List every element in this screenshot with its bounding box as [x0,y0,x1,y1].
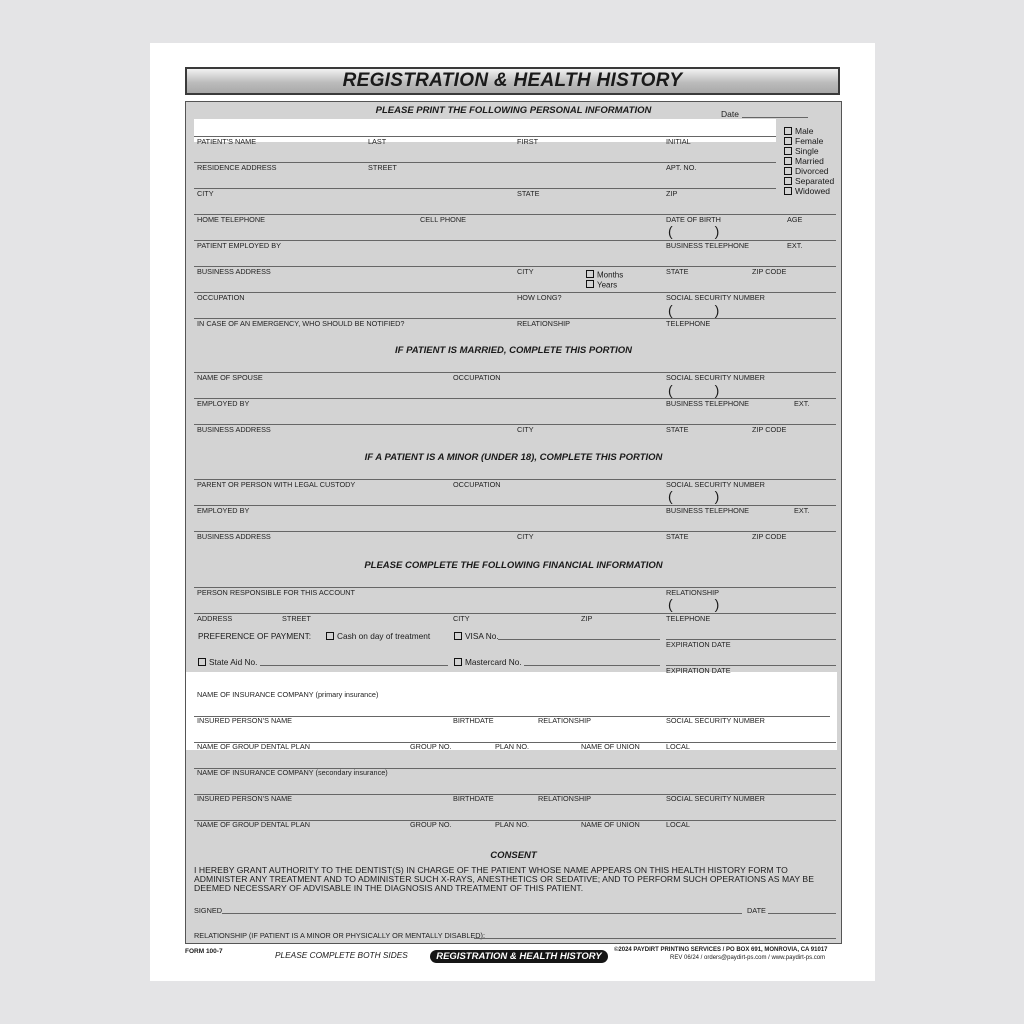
label-age: AGE [787,215,803,224]
phone-area-code-parens: ( ) [668,223,720,239]
label-secondary-group-plan: NAME OF GROUP DENTAL PLAN [197,820,310,829]
checkbox-cash[interactable]: Cash on day of treatment [326,631,430,641]
label-cell-phone: CELL PHONE [420,215,466,224]
checkbox-married[interactable]: Married [784,156,824,166]
label-patient-employed-by: PATIENT EMPLOYED BY [197,241,281,250]
state-aid-number-field[interactable] [260,665,448,666]
label-secondary-birthdate: BIRTHDATE [453,794,494,803]
checkbox-icon[interactable] [784,187,792,195]
label-preference-of-payment: PREFERENCE OF PAYMENT: [198,631,312,641]
label-city: CITY [197,189,214,198]
section-personal-heading: PLEASE PRINT THE FOLLOWING PERSONAL INFORMATION [375,105,652,116]
label-primary-insurance-company: NAME OF INSURANCE COMPANY (primary insurance) [197,690,379,699]
checkbox-female[interactable]: Female [784,136,823,146]
home-telephone-field[interactable] [194,214,836,215]
label-financial-telephone: TELEPHONE [666,614,711,623]
label-primary-relationship: RELATIONSHIP [538,716,591,725]
checkbox-icon[interactable] [784,127,792,135]
financial-phone-parens: ( ) [668,596,720,612]
guardian-business-address-field[interactable] [194,531,836,532]
label-city-2: CITY [517,267,534,276]
label-financial-address: ADDRESS [197,614,233,623]
label-last: LAST [368,137,387,146]
checkbox-separated[interactable]: Separated [784,176,834,186]
checkbox-years[interactable]: Years [586,280,617,291]
checkbox-icon[interactable] [784,137,792,145]
label-primary-plan-no: PLAN NO. [495,742,530,751]
label-financial-street: STREET [282,614,311,623]
label-guardian-business-address: BUSINESS ADDRESS [197,532,271,541]
label-relationship: RELATIONSHIP [517,319,570,328]
label-guardian-state: STATE [666,532,689,541]
label-primary-birthdate: BIRTHDATE [453,716,494,725]
label-name-of-spouse: NAME OF SPOUSE [197,373,263,382]
checkbox-icon[interactable] [198,658,206,666]
visa-number-field[interactable] [498,639,660,640]
label-secondary-group-no: GROUP NO. [410,820,452,829]
consent-relationship-field[interactable] [474,938,836,939]
label-residence-address: RESIDENCE ADDRESS [197,163,277,172]
label-primary-insured-name: INSURED PERSON'S NAME [197,716,293,725]
label-home-telephone: HOME TELEPHONE [197,215,265,224]
section-financial-heading: PLEASE COMPLETE THE FOLLOWING FINANCIAL INFORMATION [364,560,663,571]
label-secondary-plan-no: PLAN NO. [495,820,530,829]
checkbox-icon[interactable] [784,157,792,165]
footer-badge: REGISTRATION & HEALTH HISTORY [430,950,608,963]
label-primary-ssn: SOCIAL SECURITY NUMBER [666,716,765,725]
label-spouse-zip-code: ZIP CODE [752,425,787,434]
label-occupation: OCCUPATION [197,293,245,302]
label-initial: INITIAL [666,137,691,146]
form-title: REGISTRATION & HEALTH HISTORY [342,70,683,91]
consent-text: I HEREBY GRANT AUTHORITY TO THE DENTIST(S) IN CHARGE OF THE PATIENT WHOSE NAME APPEARS ON THIS HEALTH HISTORY FORM TO ADMINISTER ANY TREATMENT AND TO ADMINISTER SUCH X-RAYS, ANESTHETICS OR SEDATIVE; AND TO PERFORM SUCH OPERATIONS AS MAY BE DEEMED NECESSARY OF ADVISABLE IN THE DIAGNOSIS AND TREATMENT OF THIS PATIENT. [194,865,814,893]
checkbox-icon[interactable] [784,177,792,185]
checkbox-divorced[interactable]: Divorced [784,166,829,176]
consent-date-field[interactable] [768,913,836,914]
ssn-parens: ( ) [668,302,720,318]
label-spouse-city: CITY [517,425,534,434]
label-consent-relationship: RELATIONSHIP (IF PATIENT IS A MINOR OR PHYSICALLY OR MENTALLY DISABLED): [194,931,486,940]
checkbox-icon[interactable] [454,658,462,666]
label-secondary-ssn: SOCIAL SECURITY NUMBER [666,794,765,803]
label-apt-no: APT. NO. [666,163,697,172]
date-line[interactable] [742,117,808,118]
city-field[interactable] [194,188,776,189]
label-consent-date: DATE [747,906,766,915]
registration-form [185,101,842,944]
label-spouse-ssn: SOCIAL SECURITY NUMBER [666,373,765,382]
label-secondary-union: NAME OF UNION [581,820,640,829]
checkbox-visa[interactable]: VISA No. [454,631,499,641]
signature-field[interactable] [222,913,742,914]
label-primary-union: NAME OF UNION [581,742,640,751]
footer-copyright: ©2024 PAYDIRT PRINTING SERVICES / PO BOX 691, MONROVIA, CA 91017 [614,947,828,953]
label-spouse-ext: EXT. [794,399,810,408]
label-primary-group-plan: NAME OF GROUP DENTAL PLAN [197,742,310,751]
checkbox-icon[interactable] [586,270,594,278]
label-date-of-birth: DATE OF BIRTH [666,215,721,224]
section-married-heading: IF PATIENT IS MARRIED, COMPLETE THIS PORTION [395,345,632,356]
mastercard-number-field[interactable] [524,665,660,666]
label-street: STREET [368,163,397,172]
checkbox-icon[interactable] [784,147,792,155]
complete-both-sides-note: PLEASE COMPLETE BOTH SIDES [275,950,408,960]
label-guardian-business-telephone: BUSINESS TELEPHONE [666,506,749,515]
label-spouse-business-address: BUSINESS ADDRESS [197,425,271,434]
section-minor-heading: IF A PATIENT IS A MINOR (UNDER 18), COMPLETE THIS PORTION [364,452,663,463]
label-state: STATE [517,189,540,198]
label-patients-name: PATIENT'S NAME [197,137,257,146]
label-emergency: IN CASE OF AN EMERGENCY, WHO SHOULD BE NOTIFIED? [197,319,405,328]
label-state-2: STATE [666,267,689,276]
label-how-long: HOW LONG? [517,293,562,302]
label-financial-zip: ZIP [581,614,593,623]
label-business-telephone: BUSINESS TELEPHONE [666,241,749,250]
label-guardian-ssn: SOCIAL SECURITY NUMBER [666,480,765,489]
label-visa-expiration: EXPIRATION DATE [666,640,731,649]
label-primary-local: LOCAL [666,742,690,751]
label-first: FIRST [517,137,539,146]
label-zip-code: ZIP CODE [752,267,787,276]
label-guardian-ext: EXT. [794,506,810,515]
label-guardian-occupation: OCCUPATION [453,480,501,489]
checkbox-mastercard[interactable]: Mastercard No. [454,657,522,667]
label-zip: ZIP [666,189,678,198]
label-spouse-business-telephone: BUSINESS TELEPHONE [666,399,749,408]
label-financial-city: CITY [453,614,470,623]
label-spouse-state: STATE [666,425,689,434]
label-secondary-insurance-company: NAME OF INSURANCE COMPANY (secondary insurance) [197,768,388,777]
form-title-bar [185,67,840,95]
label-guardian-employed-by: EMPLOYED BY [197,506,250,515]
footer-contact: REV 06/24 / orders@paydirt-ps.com / www.paydirt-ps.com [670,955,826,961]
label-signed: SIGNED [194,906,222,915]
label-ext: EXT. [787,241,803,250]
checkbox-icon[interactable] [326,632,334,640]
checkbox-months[interactable]: Months [586,270,623,281]
label-mastercard-expiration: EXPIRATION DATE [666,666,731,675]
label-ssn: SOCIAL SECURITY NUMBER [666,293,765,302]
date-label: Date [721,109,739,119]
checkbox-state-aid[interactable]: State Aid No. [198,657,257,667]
label-spouse-occupation: OCCUPATION [453,373,501,382]
checkbox-icon[interactable] [784,167,792,175]
checkbox-icon[interactable] [454,632,462,640]
label-guardian-city: CITY [517,532,534,541]
checkbox-icon[interactable] [586,280,594,288]
label-telephone: TELEPHONE [666,319,711,328]
label-person-responsible: PERSON RESPONSIBLE FOR THIS ACCOUNT [197,588,355,597]
business-address-field[interactable] [194,266,836,267]
label-secondary-insured-name: INSURED PERSON'S NAME [197,794,293,803]
guardian-ssn-parens: ( ) [668,488,720,504]
spouse-ssn-parens: ( ) [668,382,720,398]
section-consent-heading: CONSENT [490,850,537,861]
label-financial-relationship: RELATIONSHIP [666,588,719,597]
spouse-business-address-field[interactable] [194,424,836,425]
checkbox-single[interactable]: Single [784,146,819,156]
label-spouse-employed-by: EMPLOYED BY [197,399,250,408]
checkbox-widowed[interactable]: Widowed [784,186,830,196]
label-business-address: BUSINESS ADDRESS [197,267,271,276]
label-secondary-local: LOCAL [666,820,690,829]
label-parent-guardian: PARENT OR PERSON WITH LEGAL CUSTODY [197,480,356,489]
label-primary-group-no: GROUP NO. [410,742,452,751]
checkbox-male[interactable]: Male [784,126,813,136]
label-guardian-zip-code: ZIP CODE [752,532,787,541]
form-number: FORM 100-7 [185,948,223,955]
primary-insurance-highlight [186,672,837,750]
label-secondary-relationship: RELATIONSHIP [538,794,591,803]
